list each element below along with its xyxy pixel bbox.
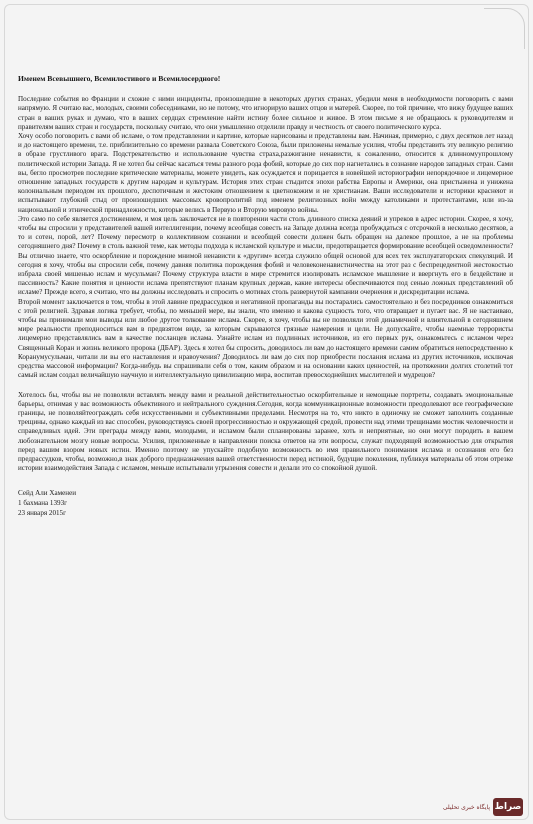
letter-title: Именем Всевышнего, Всемилостивого и Всемилосердного!	[18, 74, 221, 83]
watermark-logo: صراط	[493, 798, 523, 816]
site-watermark	[419, 796, 523, 818]
signature-block	[18, 489, 513, 518]
letter-body	[18, 74, 513, 518]
paragraph-1: Последние события во Франции и схожие с ними инциденты, произошедшие в некоторых других странах, убедили меня в необходимости поговорить с вами напрямую. Я считаю вас, молодых, своими собеседниками, но не потому, что игнорирую ваших отцов и матерей. Скорее, по той причине, что вижу будущее ваших стран в ваших руках и думаю, что в ваших сердцах стремление найти истину более сильное и живое. В этом письме я не обращаюсь к руководителям и правителям ваших стран и государств, поскольку считаю, что они умышленно отделили правду и честность от своего политического курса.	[18, 95, 513, 131]
paragraph-5: Хотелось бы, чтобы вы не позволяли вставлять между вами и реальной действительностью оскорбительные и немощные портреты, создавать эмоциональные барьеры, отнимая у вас возможность объективного и нейтрального суждения.Сегодня, когда коммуникационные возможности преодолевают все географические границы, не позволяйтеограждать себя искусственными и субъективными пределами. Несмотря на то, что никто в одиночку не сможет заполнить созданные трещины, однако каждый из вас способен, руководствуясь своей прогрессивностью и окружающей средой, провести над этими трещинами мостик человечности и справедливых идей. Эти преграды между вами, молодыми, и исламом были спланированы заранее, хоть и неприятные, но они могут породить в вашем любознательном мозгу новые вопросы. Усилия, приложенные в направлении поиска ответов на эти вопросы, служат подходящей возможностью для открытия перед вашим взором новых истин. Именно поэтому не упускайте подобную возможность во имя правильного понимания ислама и осознания его без предрассудков, чтобы, возможно,в знак доброго предназначения вашей ответственности перед истиной, будущие поколения, публикуя материалы об этом отрезке истории взаимодействия Запада с исламом, меньше испытывали угрызения совести и делали это со спокойной душой.	[18, 390, 513, 473]
paragraph-4: Второй момент заключается в том, чтобы в этой лавине предрассудков и негативной пропаганды вы постарались самостоятельно и без посредников ознакомиться с этой религией. Здравая логика требует, чтобы, по меньшей мере, вы знали, что именно и какова сущность того, что отвращает и пугает вас. Я не настаиваю, чтобы вы принимали мои выводы или любое другое толкование ислама. Скорее, я хочу, чтобы вы не позволяли этой динамичной и влиятельной в сегодняшнем мире реальности преподноситься вам в предвзятом виде, за которым скрываются грязные намерения и цели. Не допускайте, чтобы наемные террористы лицемерно представлялись вам в качестве посланцев ислама. Узнайте ислам из подлинных источников, из его первых рук, ознакомьтесь с исламом через Священный Коран и жизнь великого пророка (ДБАР). Здесь я хотел бы спросить, доводилось ли вам до настоящего времени самим обратиться непосредственно к Коранумусульман, читали ли вы его наставления и нравоучения? Доводилось ли вам до сих пор приобрести послания ислама из других источников, исключая средства массовой информации? Когда-нибудь вы спрашивали себя о том, каким образом и на основании каких ценностей, на протяжении долгих столетий тот самый ислам создал величайшую научную и интеллектуальную цивилизацию мира, воспитав превосходнейших мыслителей и мудрецов?	[18, 297, 513, 380]
paragraph-2: Хочу особо поговорить с вами об исламе, о том представлении и картине, которые нарисованы и представлены вам. Начиная, примерно, с двух десятков лет назад и до настоящего времени, т.е. приблизительно со времени развала Советского Союза, были приложены немалые усилия, чтобы представить эту великую религию в образе грустливого врага. Подстрекательство и использование чувства страха,разжигание ненависти, к сожалению, относится к длинномуупрошлому политической истории Запада. Я не хотел бы сейчас касаться темы разного рода фобий, которые до сих пор нагнетались в сознание народов западных стран. Сами вы, бегло просмотрев последние критические материалы, можете увидеть, как осуждается и порицается в новейшей историографии непорядочное и лицемерное отношение западных государств к другим народам и культурам. История этих стран стыдится эпохи рабства Европы и Америки, она пристыжена и унижена колониальным периодом их прошлого, деспотичным и жестоким отношением к цветнокожим и не христианам. Ваши исследователи и историки краснеют и испытывают глубокий стыд от произошедших массовых кровопролитий под именем религиозных войн между католиками и протестантами, или из-за национальной и этнической принадлежности, которые велись в Первую и Вторую мировую войны.	[18, 132, 513, 214]
watermark-caption: پایگاه خبری تحلیلی	[442, 803, 490, 811]
paragraph-3: Это само по себе является достижением, и моя цель заключается не в повторении части столь длинного списка деяний и упреков в адрес истории. Скорее, я хочу, чтобы вы спросили у представителей вашей интеллигенции, почему всеобщая совесть на Западе должна всегда пробуждаться с отсрочкой в несколько десятков, а то и сотен, порой, лет? Почему пересмотр в коллективном сознании и всеобщей совести должен быть обращен на далекое прошлое, а не на проблемы сегодняшнего дня? Почему в столь важной теме, как методы подхода к исламской культуре и мысли, предотвращается формирование всеобщей осведомленности? Вы отлично знаете, что оскорбление и порождение мнимой ненависти к «другим» всегда служило общей основой для всех тех эксплуататорских спекуляций. И сегодня я хочу, чтобы вы спросили себя, почему давняя политика порождения фобий и человеконенавистничества на этот раз с беспрецедентной жестокостью избрала своей мишенью ислам и мусульман? Почему структура власти в мире стремится изолировать исламское мышление и ввергнуть его в бездействие и пассивность? Какие понятия и ценности ислама препятствуют планам крупных держав, какие интересы обеспечиваются под сенью ложных представлений об исламе? Прежде всего, я считаю, что вы должны исследовать и спросить о мотивах столь развернутой кампании очернения и дискредитации ислама.	[18, 214, 513, 297]
signature-date-hijri: 1 бахмана 1393г	[18, 498, 68, 507]
signature-name: Сейд Али Хаменеи	[18, 489, 77, 498]
signature-date-gregorian: 23 января 2015г	[18, 508, 67, 517]
paragraph-gap	[18, 381, 513, 391]
corner-ornament	[484, 8, 525, 49]
